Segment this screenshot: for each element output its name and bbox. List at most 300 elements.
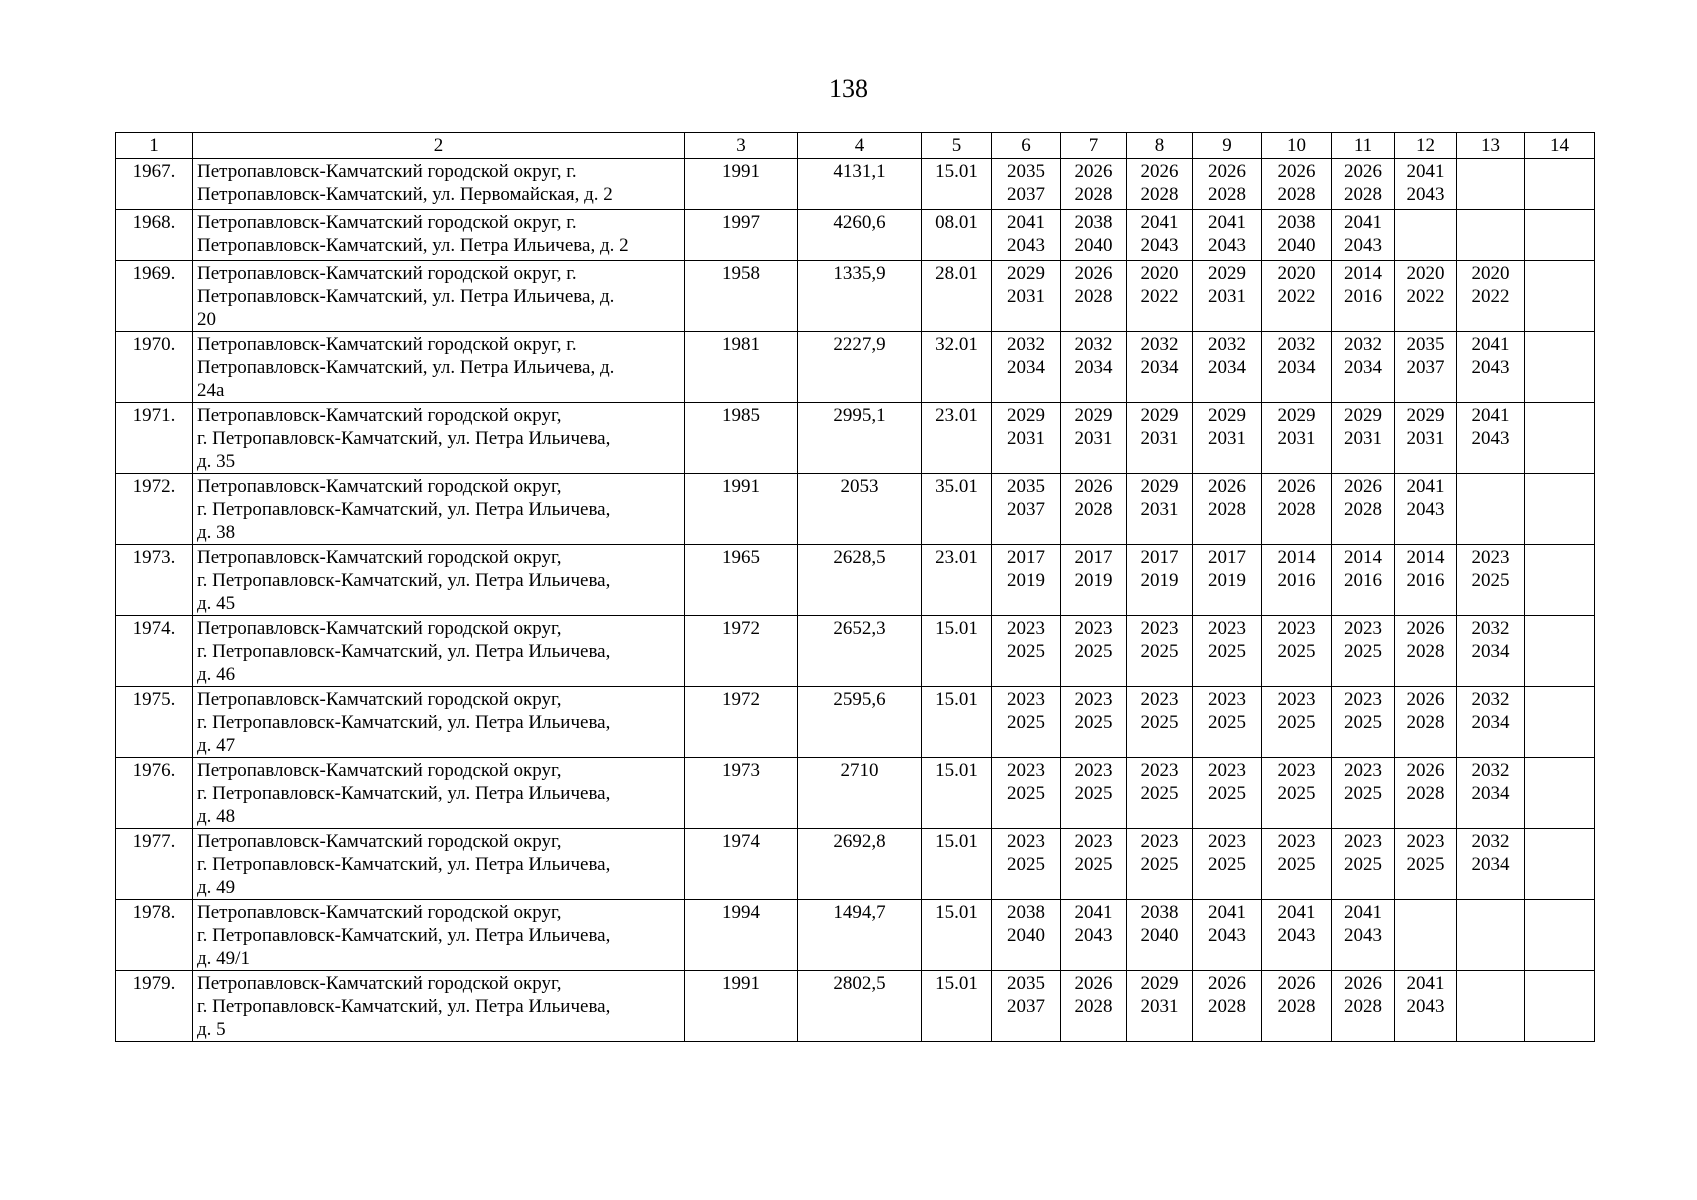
period-end: 2031 xyxy=(1007,428,1045,449)
period-end: 2031 xyxy=(1074,428,1113,449)
period-start: 2029 xyxy=(1406,405,1445,426)
total-area: 1494,7 xyxy=(798,900,922,971)
row-number: 1969. xyxy=(116,261,193,332)
period-end: 2028 xyxy=(1277,996,1316,1017)
period-end: 2025 xyxy=(1140,712,1179,733)
table-body xyxy=(116,159,1595,1042)
period-cell xyxy=(1395,545,1457,616)
period-start: 2023 xyxy=(1140,689,1179,710)
column-header: 11 xyxy=(1332,133,1395,159)
period-cell xyxy=(1332,261,1395,332)
period-cell xyxy=(1525,900,1595,971)
period-start: 2041 xyxy=(1140,212,1179,233)
address-line: Петропавловск-Камчатский, ул. Петра Ильичева, д. xyxy=(197,286,615,307)
period-start: 2023 xyxy=(1277,760,1316,781)
column-header: 1 xyxy=(116,133,193,159)
period-end: 2025 xyxy=(1277,854,1316,875)
period-start: 2026 xyxy=(1208,476,1246,497)
column-header: 8 xyxy=(1127,133,1193,159)
period-cell xyxy=(1061,545,1127,616)
period-start: 2032 xyxy=(1471,831,1510,852)
year-built: 1991 xyxy=(685,159,798,210)
period-cell xyxy=(992,829,1061,900)
period-end: 2043 xyxy=(1471,357,1510,378)
period-cell xyxy=(1193,971,1262,1042)
address-line: д. 49 xyxy=(197,877,236,898)
period-cell xyxy=(1061,829,1127,900)
period-cell xyxy=(1193,545,1262,616)
total-area: 2995,1 xyxy=(798,403,922,474)
period-end: 2025 xyxy=(1140,854,1179,875)
period-cell xyxy=(1457,210,1525,261)
period-cell xyxy=(992,687,1061,758)
total-area: 4131,1 xyxy=(798,159,922,210)
period-cell xyxy=(1127,403,1193,474)
period-end: 2025 xyxy=(1007,783,1045,804)
period-cell xyxy=(1193,758,1262,829)
table-row xyxy=(116,210,1595,261)
period-start: 2014 xyxy=(1277,547,1316,568)
period-end: 2025 xyxy=(1074,712,1113,733)
period-start: 2029 xyxy=(1140,405,1179,426)
period-start: 2026 xyxy=(1140,161,1179,182)
total-area: 2227,9 xyxy=(798,332,922,403)
period-cell xyxy=(1193,332,1262,403)
period-start: 2023 xyxy=(1277,618,1316,639)
period-cell xyxy=(1525,687,1595,758)
period-end: 2019 xyxy=(1208,570,1246,591)
period-end: 2028 xyxy=(1344,184,1382,205)
total-area: 2628,5 xyxy=(798,545,922,616)
period-end: 2025 xyxy=(1208,641,1246,662)
period-end: 2025 xyxy=(1471,570,1510,591)
period-cell xyxy=(1061,332,1127,403)
code-cell: 15.01 xyxy=(922,687,992,758)
period-end: 2025 xyxy=(1277,712,1316,733)
address-line: д. 38 xyxy=(197,522,236,543)
table-row xyxy=(116,971,1595,1042)
period-end: 2025 xyxy=(1208,783,1246,804)
period-end: 2025 xyxy=(1344,641,1382,662)
period-start: 2029 xyxy=(1344,405,1382,426)
period-start: 2041 xyxy=(1277,902,1316,923)
address-line: 24а xyxy=(197,380,225,401)
column-header: 2 xyxy=(193,133,685,159)
period-start: 2026 xyxy=(1074,161,1113,182)
address-line: Петропавловск-Камчатский городской округ, xyxy=(197,405,562,426)
period-cell xyxy=(1395,261,1457,332)
period-end: 2043 xyxy=(1277,925,1316,946)
address-line: г. Петропавловск-Камчатский, ул. Петра Ильичева, xyxy=(197,996,611,1017)
period-end: 2025 xyxy=(1140,641,1179,662)
period-end: 2034 xyxy=(1277,357,1316,378)
column-header: 3 xyxy=(685,133,798,159)
period-end: 2025 xyxy=(1277,641,1316,662)
row-number: 1970. xyxy=(116,332,193,403)
period-start: 2041 xyxy=(1344,902,1382,923)
period-end: 2031 xyxy=(1344,428,1382,449)
period-cell xyxy=(1332,332,1395,403)
row-number: 1971. xyxy=(116,403,193,474)
period-cell xyxy=(1262,829,1332,900)
period-start: 2032 xyxy=(1208,334,1246,355)
period-end: 2034 xyxy=(1140,357,1179,378)
period-end: 2028 xyxy=(1277,184,1316,205)
period-start: 2023 xyxy=(1344,760,1382,781)
period-cell xyxy=(1457,616,1525,687)
period-end: 2031 xyxy=(1406,428,1445,449)
period-start: 2017 xyxy=(1140,547,1179,568)
period-end: 2028 xyxy=(1208,996,1246,1017)
period-end: 2025 xyxy=(1074,641,1113,662)
period-end: 2040 xyxy=(1074,235,1113,256)
code-cell: 15.01 xyxy=(922,758,992,829)
address-line: д. 48 xyxy=(197,806,236,827)
period-start: 2023 xyxy=(1140,831,1179,852)
period-start: 2041 xyxy=(1471,405,1510,426)
period-start: 2023 xyxy=(1344,689,1382,710)
period-end: 2028 xyxy=(1074,286,1113,307)
period-start: 2026 xyxy=(1406,760,1445,781)
period-end: 2025 xyxy=(1074,854,1113,875)
period-end: 2043 xyxy=(1471,428,1510,449)
address-line: Петропавловск-Камчатский городской округ, г. xyxy=(197,263,577,284)
period-start: 2032 xyxy=(1007,334,1045,355)
period-start: 2023 xyxy=(1007,760,1045,781)
column-header: 6 xyxy=(992,133,1061,159)
period-end: 2037 xyxy=(1406,357,1445,378)
period-end: 2037 xyxy=(1007,996,1045,1017)
address-cell xyxy=(193,545,685,616)
period-start: 2026 xyxy=(1277,161,1316,182)
period-start: 2035 xyxy=(1007,973,1045,994)
code-cell: 35.01 xyxy=(922,474,992,545)
address-line: Петропавловск-Камчатский городской округ, xyxy=(197,476,562,497)
period-cell xyxy=(1395,971,1457,1042)
period-cell xyxy=(1525,616,1595,687)
year-built: 1981 xyxy=(685,332,798,403)
period-end: 2031 xyxy=(1140,996,1179,1017)
table-row xyxy=(116,900,1595,971)
code-cell: 15.01 xyxy=(922,616,992,687)
period-end: 2025 xyxy=(1007,712,1045,733)
period-start: 2041 xyxy=(1471,334,1510,355)
period-cell xyxy=(1457,971,1525,1042)
period-end: 2034 xyxy=(1471,783,1510,804)
period-start: 2029 xyxy=(1208,405,1246,426)
total-area: 2802,5 xyxy=(798,971,922,1042)
period-end: 2028 xyxy=(1208,184,1246,205)
period-start: 2023 xyxy=(1074,831,1113,852)
period-end: 2031 xyxy=(1277,428,1316,449)
period-end: 2028 xyxy=(1074,184,1113,205)
total-area: 2710 xyxy=(798,758,922,829)
period-cell xyxy=(1525,261,1595,332)
address-line: Петропавловск-Камчатский, ул. Петра Ильичева, д. 2 xyxy=(197,235,629,256)
year-built: 1994 xyxy=(685,900,798,971)
period-end: 2022 xyxy=(1471,286,1510,307)
period-start: 2023 xyxy=(1471,547,1510,568)
period-end: 2040 xyxy=(1277,235,1316,256)
address-line: д. 5 xyxy=(197,1019,226,1040)
period-start: 2026 xyxy=(1344,161,1382,182)
period-start: 2026 xyxy=(1344,476,1382,497)
period-end: 2040 xyxy=(1007,925,1045,946)
period-cell xyxy=(1395,474,1457,545)
period-end: 2034 xyxy=(1471,854,1510,875)
period-start: 2038 xyxy=(1074,212,1113,233)
period-cell xyxy=(1061,616,1127,687)
period-start: 2026 xyxy=(1074,476,1113,497)
period-cell xyxy=(1525,474,1595,545)
period-cell xyxy=(1395,687,1457,758)
period-cell xyxy=(1262,261,1332,332)
period-start: 2023 xyxy=(1074,689,1113,710)
register-table xyxy=(115,132,1595,1042)
period-start: 2035 xyxy=(1007,476,1045,497)
period-cell xyxy=(1525,545,1595,616)
period-start: 2029 xyxy=(1007,405,1045,426)
address-line: Петропавловск-Камчатский городской округ, xyxy=(197,973,562,994)
period-end: 2025 xyxy=(1074,783,1113,804)
period-end: 2025 xyxy=(1208,854,1246,875)
period-cell xyxy=(1457,474,1525,545)
period-start: 2032 xyxy=(1344,334,1382,355)
period-start: 2023 xyxy=(1007,831,1045,852)
period-end: 2043 xyxy=(1406,499,1445,520)
period-end: 2028 xyxy=(1074,499,1113,520)
period-start: 2023 xyxy=(1208,760,1246,781)
period-cell xyxy=(1193,829,1262,900)
period-end: 2028 xyxy=(1406,712,1445,733)
period-cell xyxy=(1332,758,1395,829)
address-cell xyxy=(193,261,685,332)
row-number: 1978. xyxy=(116,900,193,971)
row-number: 1975. xyxy=(116,687,193,758)
period-start: 2041 xyxy=(1406,476,1445,497)
code-cell: 15.01 xyxy=(922,159,992,210)
period-end: 2034 xyxy=(1208,357,1246,378)
page-number: 138 xyxy=(829,74,868,103)
period-cell xyxy=(1332,829,1395,900)
period-start: 2041 xyxy=(1074,902,1113,923)
period-cell xyxy=(1525,758,1595,829)
address-line: д. 45 xyxy=(197,593,236,614)
total-area: 4260,6 xyxy=(798,210,922,261)
period-end: 2034 xyxy=(1471,641,1510,662)
period-cell xyxy=(1061,210,1127,261)
period-start: 2035 xyxy=(1406,334,1445,355)
total-area: 1335,9 xyxy=(798,261,922,332)
column-header: 12 xyxy=(1395,133,1457,159)
period-start: 2041 xyxy=(1208,902,1246,923)
period-cell xyxy=(1457,332,1525,403)
period-cell xyxy=(1193,687,1262,758)
period-end: 2016 xyxy=(1277,570,1316,591)
period-end: 2016 xyxy=(1406,570,1445,591)
period-cell xyxy=(1193,474,1262,545)
period-start: 2035 xyxy=(1007,161,1045,182)
period-cell xyxy=(1193,616,1262,687)
period-end: 2019 xyxy=(1140,570,1179,591)
period-cell xyxy=(1193,261,1262,332)
period-start: 2026 xyxy=(1277,476,1316,497)
period-start: 2023 xyxy=(1208,831,1246,852)
address-cell xyxy=(193,332,685,403)
period-cell xyxy=(1262,159,1332,210)
period-start: 2020 xyxy=(1140,263,1179,284)
period-start: 2029 xyxy=(1140,476,1179,497)
table-row xyxy=(116,687,1595,758)
period-cell xyxy=(1395,210,1457,261)
address-cell xyxy=(193,687,685,758)
period-end: 2031 xyxy=(1140,428,1179,449)
total-area: 2652,3 xyxy=(798,616,922,687)
period-cell xyxy=(1127,474,1193,545)
period-cell xyxy=(1127,159,1193,210)
period-cell xyxy=(1395,159,1457,210)
period-cell xyxy=(1262,545,1332,616)
period-cell xyxy=(1127,332,1193,403)
period-start: 2020 xyxy=(1406,263,1445,284)
period-cell xyxy=(1525,159,1595,210)
period-cell xyxy=(1193,210,1262,261)
period-end: 2043 xyxy=(1140,235,1179,256)
address-line: д. 46 xyxy=(197,664,236,685)
period-end: 2016 xyxy=(1344,286,1382,307)
period-cell xyxy=(992,900,1061,971)
period-start: 2023 xyxy=(1344,831,1382,852)
period-cell xyxy=(1332,210,1395,261)
row-number: 1967. xyxy=(116,159,193,210)
period-end: 2043 xyxy=(1074,925,1113,946)
year-built: 1997 xyxy=(685,210,798,261)
period-cell xyxy=(1332,474,1395,545)
code-cell: 23.01 xyxy=(922,403,992,474)
period-cell xyxy=(1262,332,1332,403)
period-start: 2026 xyxy=(1208,973,1246,994)
period-start: 2023 xyxy=(1074,760,1113,781)
period-end: 2037 xyxy=(1007,184,1045,205)
period-end: 2034 xyxy=(1007,357,1045,378)
period-cell xyxy=(992,971,1061,1042)
period-start: 2038 xyxy=(1140,902,1179,923)
table-row xyxy=(116,545,1595,616)
period-cell xyxy=(1525,403,1595,474)
total-area: 2692,8 xyxy=(798,829,922,900)
table-row xyxy=(116,332,1595,403)
address-line: Петропавловск-Камчатский, ул. Первомайская, д. 2 xyxy=(197,184,613,205)
address-line: г. Петропавловск-Камчатский, ул. Петра Ильичева, xyxy=(197,570,611,591)
period-cell xyxy=(1525,210,1595,261)
code-cell: 15.01 xyxy=(922,900,992,971)
period-cell xyxy=(1127,545,1193,616)
period-cell xyxy=(1262,900,1332,971)
period-start: 2026 xyxy=(1074,973,1113,994)
period-start: 2026 xyxy=(1406,689,1445,710)
address-line: Петропавловск-Камчатский городской округ, г. xyxy=(197,161,577,182)
period-cell xyxy=(1127,900,1193,971)
row-number: 1968. xyxy=(116,210,193,261)
period-start: 2032 xyxy=(1471,689,1510,710)
period-start: 2020 xyxy=(1277,263,1316,284)
period-end: 2043 xyxy=(1208,925,1246,946)
address-line: г. Петропавловск-Камчатский, ул. Петра Ильичева, xyxy=(197,925,611,946)
period-start: 2029 xyxy=(1208,263,1246,284)
period-cell xyxy=(992,758,1061,829)
period-start: 2017 xyxy=(1208,547,1246,568)
column-header: 7 xyxy=(1061,133,1127,159)
period-end: 2025 xyxy=(1007,854,1045,875)
period-end: 2025 xyxy=(1277,783,1316,804)
period-end: 2025 xyxy=(1208,712,1246,733)
period-cell xyxy=(1332,971,1395,1042)
period-start: 2038 xyxy=(1007,902,1045,923)
period-cell xyxy=(1332,403,1395,474)
period-cell xyxy=(1457,403,1525,474)
address-line: г. Петропавловск-Камчатский, ул. Петра Ильичева, xyxy=(197,783,611,804)
period-end: 2043 xyxy=(1406,996,1445,1017)
period-start: 2029 xyxy=(1007,263,1045,284)
address-line: г. Петропавловск-Камчатский, ул. Петра Ильичева, xyxy=(197,641,611,662)
period-start: 2026 xyxy=(1406,618,1445,639)
column-header: 4 xyxy=(798,133,922,159)
period-cell xyxy=(1127,687,1193,758)
period-end: 2028 xyxy=(1074,996,1113,1017)
period-end: 2028 xyxy=(1277,499,1316,520)
column-header: 14 xyxy=(1525,133,1595,159)
address-line: Петропавловск-Камчатский городской округ, xyxy=(197,547,562,568)
code-cell: 32.01 xyxy=(922,332,992,403)
year-built: 1972 xyxy=(685,616,798,687)
period-cell xyxy=(992,261,1061,332)
period-cell xyxy=(1395,829,1457,900)
period-end: 2028 xyxy=(1344,996,1382,1017)
period-end: 2028 xyxy=(1406,783,1445,804)
period-end: 2025 xyxy=(1007,641,1045,662)
period-start: 2014 xyxy=(1344,263,1382,284)
period-cell xyxy=(1193,159,1262,210)
table-row xyxy=(116,159,1595,210)
total-area: 2595,6 xyxy=(798,687,922,758)
table-row xyxy=(116,474,1595,545)
period-cell xyxy=(1061,261,1127,332)
period-cell xyxy=(992,616,1061,687)
address-line: Петропавловск-Камчатский городской округ, xyxy=(197,689,562,710)
row-number: 1977. xyxy=(116,829,193,900)
code-cell: 08.01 xyxy=(922,210,992,261)
period-end: 2028 xyxy=(1344,499,1382,520)
period-cell xyxy=(1395,616,1457,687)
period-start: 2023 xyxy=(1140,760,1179,781)
period-end: 2022 xyxy=(1406,286,1445,307)
column-header: 13 xyxy=(1457,133,1525,159)
period-end: 2031 xyxy=(1140,499,1179,520)
period-cell xyxy=(1395,332,1457,403)
address-line: г. Петропавловск-Камчатский, ул. Петра Ильичева, xyxy=(197,499,611,520)
period-start: 2029 xyxy=(1277,405,1316,426)
address-line: Петропавловск-Камчатский городской округ, г. xyxy=(197,334,577,355)
code-cell: 15.01 xyxy=(922,829,992,900)
period-end: 2037 xyxy=(1007,499,1045,520)
period-start: 2041 xyxy=(1344,212,1382,233)
year-built: 1965 xyxy=(685,545,798,616)
period-cell xyxy=(1332,616,1395,687)
period-start: 2017 xyxy=(1074,547,1113,568)
period-cell xyxy=(1061,159,1127,210)
period-start: 2023 xyxy=(1277,831,1316,852)
period-start: 2023 xyxy=(1406,831,1445,852)
